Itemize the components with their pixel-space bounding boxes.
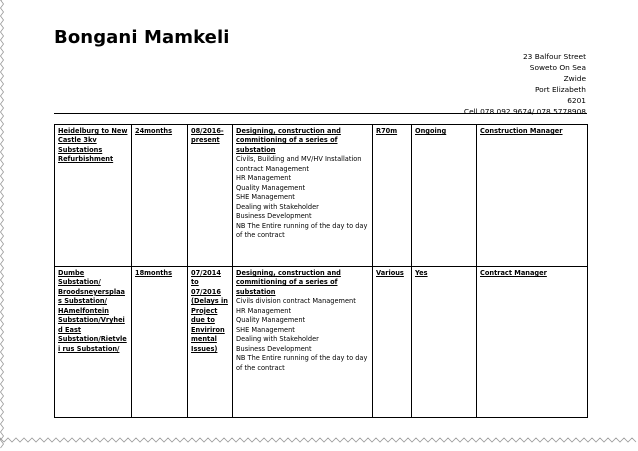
table-row [55,125,588,267]
scope-item: SHE Management [236,193,295,202]
period-cell: 07/2014 to 07/2016 (Delays in Project due to Enviriron mental Issues) [188,267,233,418]
scope-item: SHE Management [236,325,295,334]
scope-item: HR Management [236,306,292,315]
scope-item: HR Management [236,174,292,183]
header-divider [54,113,587,114]
address-line: Zwide [563,73,586,83]
status-cell: Ongoing [412,125,477,267]
projects-table [54,124,588,418]
duration-cell: 24months [132,125,188,267]
scope-title: Designing, construction and commitioning of a series of substation [236,269,341,296]
project-name-cell: Dumbe Substation/ Broodsneyersplaas Substation/ HAmelfontein Substation/Vryheid East Substation/Rietvlei rus Substation/ [55,267,132,418]
scope-item: Dealing with Stakeholder [236,335,319,344]
scope-cell [233,267,373,418]
scope-item: Business Development [236,212,312,221]
role-cell: Contract Manager [477,267,588,418]
scope-item: Dealing with Stakeholder [236,202,319,211]
status-cell: Yes [412,267,477,418]
period-cell: 08/2016-present [188,125,233,267]
role-cell: Construction Manager [477,125,588,267]
scope-item: NB The Entire running of the day to day of the contract [236,354,368,372]
scope-item: Civils division contract Management [236,297,356,306]
scope-title: Designing, construction and commitioning of a series of substation [236,127,341,154]
address-line: Cell 078 092 9674/ 078 5778908 [463,106,586,116]
scope-item: Quality Management [236,183,306,192]
scope-item: Civils, Building and MV/HV Installation contract Management [236,155,362,173]
candidate-name: Bongani Mamkeli [54,27,230,48]
bottom-wavy-border [0,437,638,443]
scope-item: Quality Management [236,316,306,325]
table-row [55,267,588,418]
address-line: Soweto On Sea [529,62,586,72]
address-line: Port Elizabeth [534,84,586,94]
project-name-cell: Heidelburg to New Castle 3kv Substations Refurbishment [55,125,132,267]
value-cell: Various [373,267,412,418]
contact-address [386,52,586,117]
address-line: 6201 [567,95,586,105]
value-cell: R70m [373,125,412,267]
scope-item: Business Development [236,344,312,353]
scope-cell [233,125,373,267]
duration-cell: 18months [132,267,188,418]
address-line: 23 Balfour Street [522,52,586,61]
left-wavy-border [0,0,4,451]
scope-item: NB The Entire running of the day to day of the contract [236,221,368,239]
